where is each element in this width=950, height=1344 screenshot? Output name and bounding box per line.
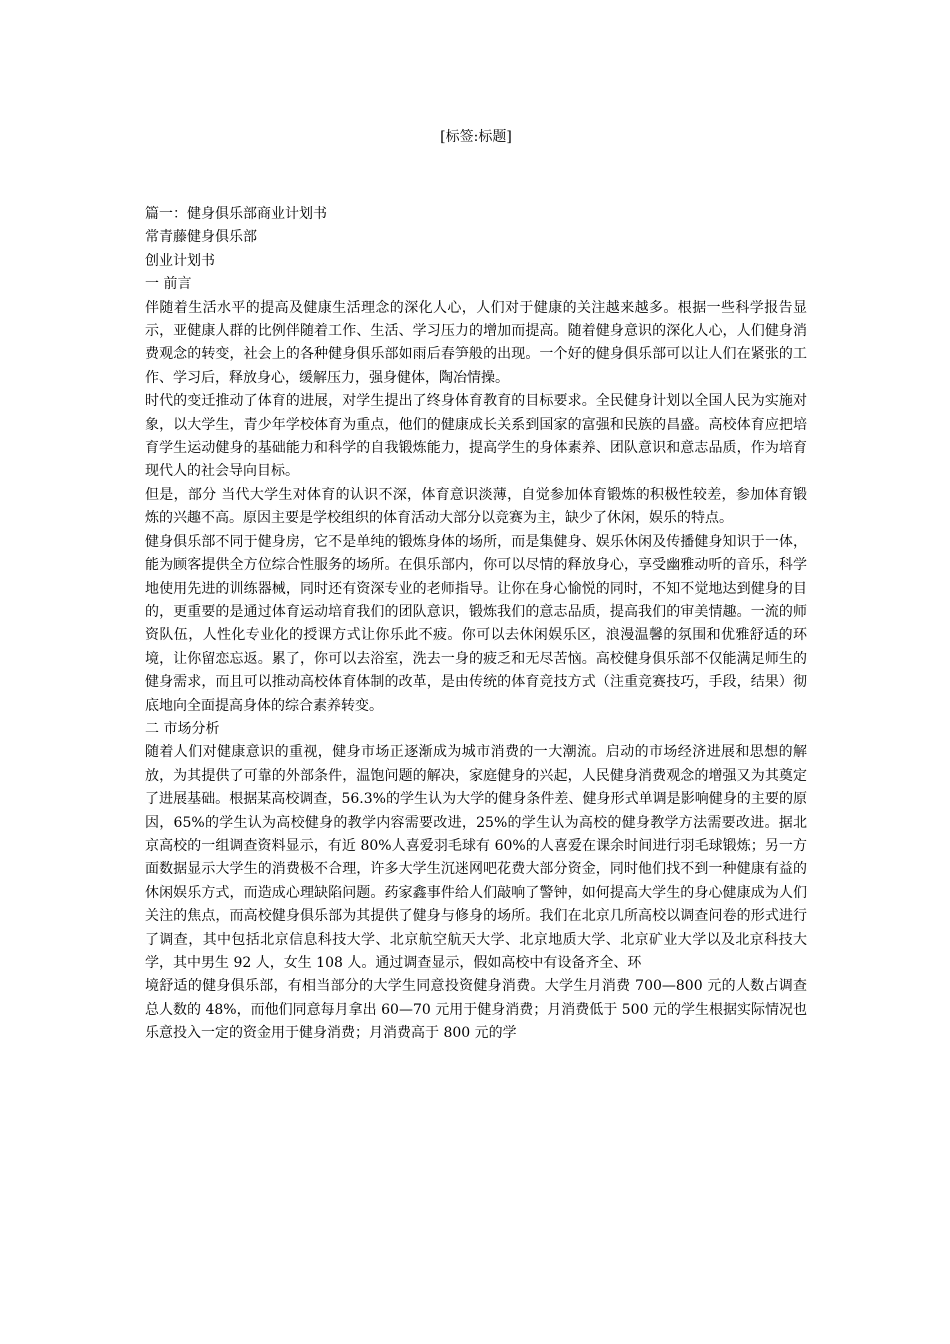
plan-title: 创业计划书: [145, 252, 215, 269]
paragraph: 健身俱乐部不同于健身房，它不是单纯的锻炼身体的场所，而是集健身、娱乐休闲及传播健身知识于一体，能为顾客提供全方位综合性服务的场所。在俱乐部内，你可以尽情的释放身心，享受幽雅动听的音乐，科学地使用先进的训练器械，同时还有资深专业的老师指导。让你在身心愉悦的同时，不知不觉地达到健身的目的，更重要的是通过体育运动培育我们的团队意识，锻炼我们的意志品质，提高我们的审美情趣。一流的师资队伍，人性化专业化的授课方式让你乐此不疲。你可以去休闲娱乐区，浪漫温馨的氛围和优雅舒适的环境，让你留恋忘返。累了，你可以去浴室，洗去一身的疲乏和无尽苦恼。高校健身俱乐部不仅能满足师生的健身需求，而且可以推动高校体育体制的改革，是由传统的体育竞技方式（注重竞赛技巧，手段，结果）彻底地向全面提高身体的综合素养转变。: [145, 533, 807, 714]
paragraph: 但是，部分 当代大学生对体育的认识不深，体育意识淡薄，自觉参加体育锻炼的积极性较差，参加体育锻炼的兴趣不高。原因主要是学校组织的体育活动大部分以竞赛为主，缺少了休闲，娱乐的特点。: [145, 486, 807, 527]
club-name: 常青藤健身俱乐部: [145, 229, 257, 246]
chapter-title: 篇一：健身俱乐部商业计划书: [145, 206, 327, 222]
paragraph: 时代的变迁推动了体育的进展，对学生提出了终身体育教育的目标要求。全民健身计划以全国人民为实施对象，以大学生，青少年学校体育为重点，他们的健康成长关系到国家的富强和民族的昌盛。高校体育应把培育学生运动健身的基础能力和科学的自我锻炼能力，提高学生的身体素养、团队意识和意志品质，作为培育现代人的社会导向目标。: [145, 393, 807, 480]
document-header-tag: [标签:标题]: [440, 129, 512, 145]
document-body: [145, 203, 807, 1046]
paragraph: 伴随着生活水平的提高及健康生活理念的深化人心，人们对于健康的关注越来越多。根据一些科学报告显示，亚健康人群的比例伴随着工作、生活、学习压力的增加而提高。随着健身意识的深化人心，人们健身消费观念的转变，社会上的各种健身俱乐部如雨后春笋般的出现。一个好的健身俱乐部可以让人们在紧张的工作、学习后，释放身心，缓解压力，强身健体，陶冶情操。: [145, 299, 807, 386]
paragraph: 随着人们对健康意识的重视，健身市场正逐渐成为城市消费的一大潮流。启动的市场经济进展和思想的解放，为其提供了可靠的外部条件，温饱问题的解决，家庭健身的兴起，人民健身消费观念的增强又为其奠定了进展基础。根据某高校调查，56.3%的学生认为大学的健身条件差、健身形式单调是影响健身的主要的原因，65%的学生认为高校健身的教学内容需要改进，25%的学生认为高校的健身教学方法需要改进。据北京高校的一组调查资料显示，有近 80%人喜爱羽毛球有 60%的人喜爱在课余时间进行羽毛球锻炼；另一方面数据显示大学生的消费极不合理，许多大学生沉迷网吧花费大部分资金，同时他们找不到一种健康有益的休闲娱乐方式，而造成心理缺陷问题。药家鑫事件给人们敲响了警钟，如何提高大学生的身心健康成为人们关注的焦点，而高校健身俱乐部为其提供了健身与修身的场所。我们在北京几所高校以调查问卷的形式进行了调查，其中包括北京信息科技大学、北京航空航天大学、北京地质大学、北京矿业大学以及北京科技大学，其中男生 92 人，女生 108 人。通过调查显示，假如高校中有设备齐全、环: [145, 744, 807, 971]
section-heading-market-analysis: 二 市场分析: [145, 720, 220, 737]
paragraph: 境舒适的健身俱乐部，有相当部分的大学生同意投资健身消费。大学生月消费 700—800 元的人数占调查总人数的 48%，而他们同意每月拿出 60—70 元用于健身消费；月消费低于 500 元的学生根据实际情况也乐意投入一定的资金用于健身消费；月消费高于 800 元的学: [145, 978, 807, 1042]
section-heading-preface: 一 前言: [145, 276, 192, 293]
